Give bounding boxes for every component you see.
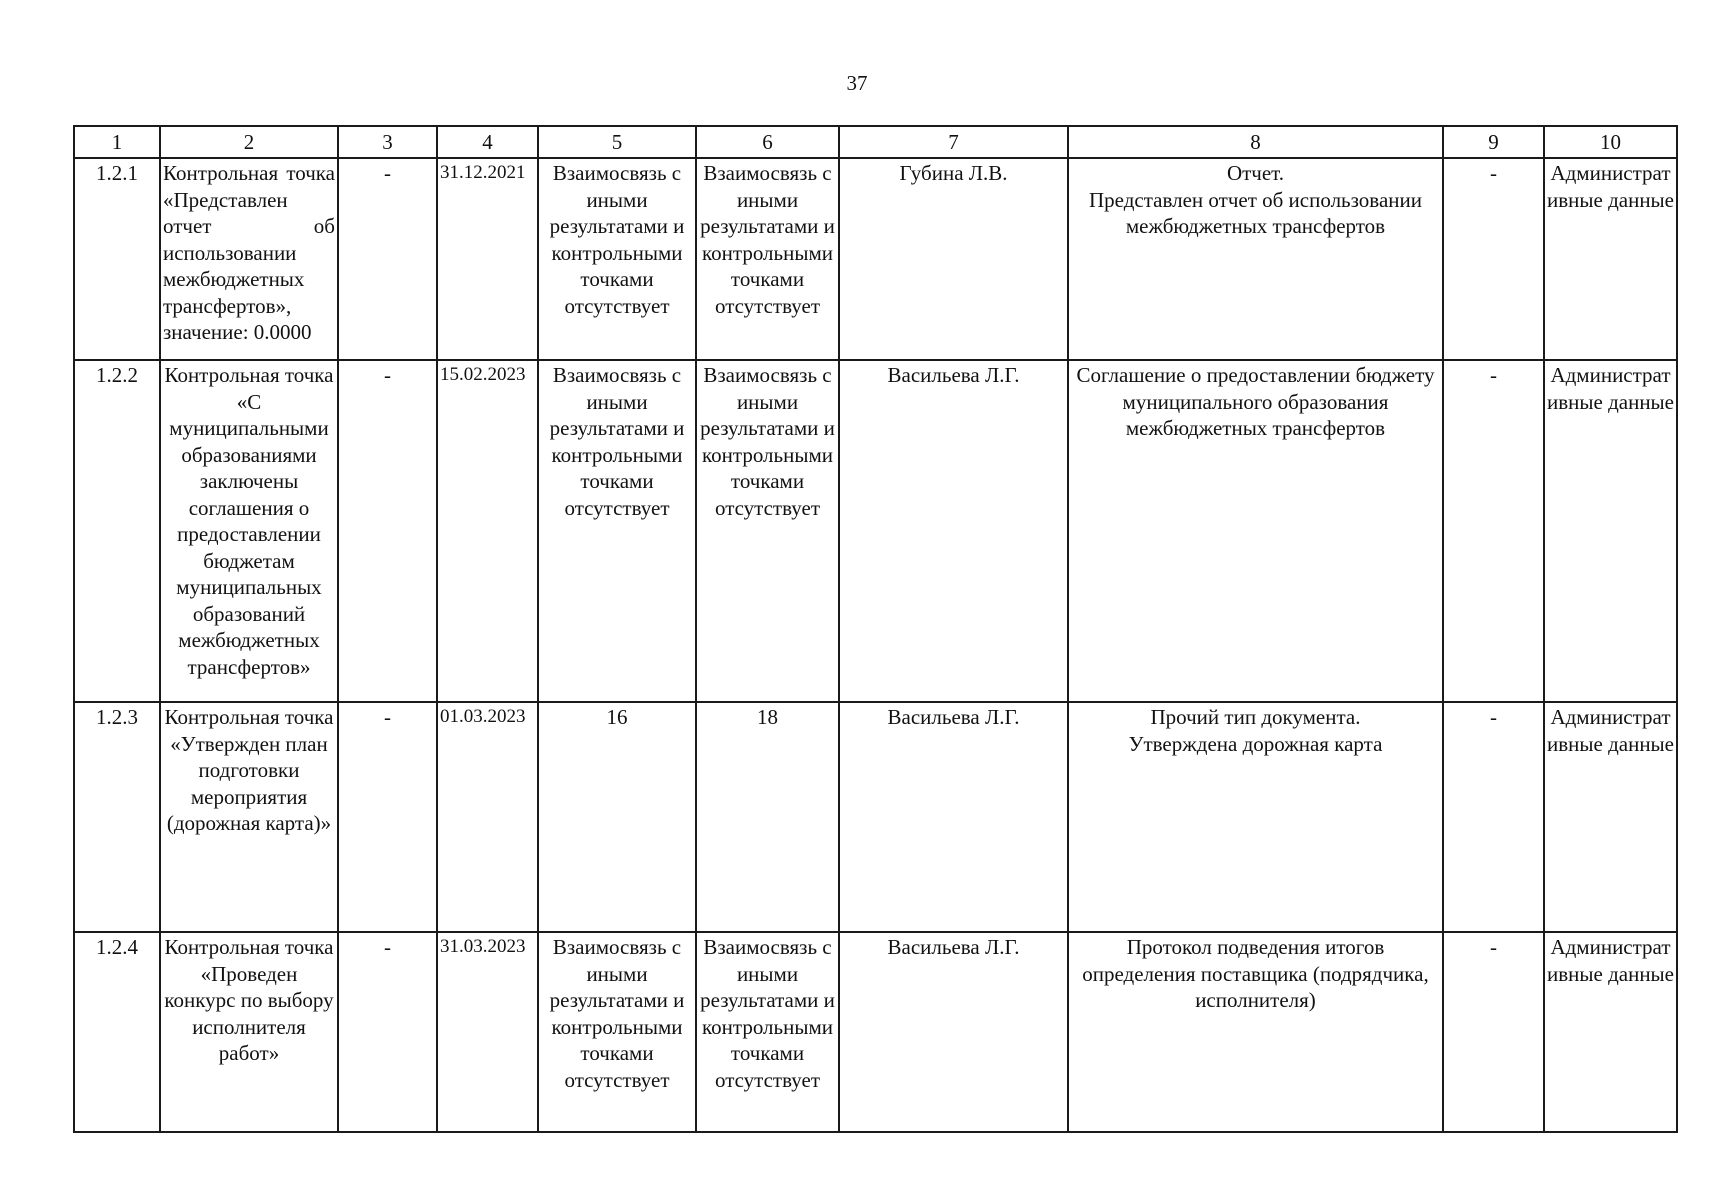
due-date: 01.03.2023 [437,702,538,932]
cell-col3: - [338,702,437,932]
column-header: 4 [437,126,538,158]
cell-col9: - [1443,158,1544,360]
responsible-person: Васильева Л.Г. [839,360,1068,702]
cell-col3: - [338,360,437,702]
predecessor-link: Взаимосвязь с иными результатами и контрольными точками отсутствует [538,360,696,702]
due-date: 15.02.2023 [437,360,538,702]
successor-link: Взаимосвязь с иными результатами и контрольными точками отсутствует [696,360,839,702]
successor-link: Взаимосвязь с иными результатами и контрольными точками отсутствует [696,932,839,1132]
data-source: Административные данные [1544,932,1677,1132]
column-header: 10 [1544,126,1677,158]
predecessor-link: Взаимосвязь с иными результатами и контрольными точками отсутствует [538,158,696,360]
table-row [74,932,1677,1132]
due-date: 31.12.2021 [437,158,538,360]
responsible-person: Васильева Л.Г. [839,932,1068,1132]
table-row [74,360,1677,702]
document-type: Протокол подведения итогов определения поставщика (подрядчика, исполнителя) [1068,932,1443,1132]
predecessor-link: Взаимосвязь с иными результатами и контрольными точками отсутствует [538,932,696,1132]
due-date: 31.03.2023 [437,932,538,1132]
document-type: Соглашение о предоставлении бюджету муниципального образования межбюджетных трансфертов [1068,360,1443,702]
table-row [74,158,1677,360]
document-type: Прочий тип документа. Утверждена дорожная карта [1068,702,1443,932]
header-row [74,126,1677,158]
column-header: 8 [1068,126,1443,158]
table-row [74,702,1677,932]
row-number: 1.2.4 [74,932,160,1132]
predecessor-link: 16 [538,702,696,932]
cell-col9: - [1443,932,1544,1132]
column-header: 1 [74,126,160,158]
column-header: 2 [160,126,338,158]
data-source: Административные данные [1544,702,1677,932]
data-source: Административные данные [1544,158,1677,360]
control-point-name: Контрольная точка «Утвержден план подготовки мероприятия (дорожная карта)» [160,702,338,932]
column-header: 7 [839,126,1068,158]
successor-link: 18 [696,702,839,932]
row-number: 1.2.1 [74,158,160,360]
document-type: Отчет. Представлен отчет об использовании межбюджетных трансфертов [1068,158,1443,360]
control-point-name: Контрольная точка «Представлен отчет об использовании межбюджетных трансфертов», значение: 0.0000 [160,158,338,360]
page-number: 37 [846,71,868,95]
responsible-person: Васильева Л.Г. [839,702,1068,932]
cell-col9: - [1443,360,1544,702]
control-point-name: Контрольная точка «Проведен конкурс по выбору исполнителя работ» [160,932,338,1132]
data-source: Административные данные [1544,360,1677,702]
column-header: 6 [696,126,839,158]
control-points-table [73,125,1678,1133]
successor-link: Взаимосвязь с иными результатами и контрольными точками отсутствует [696,158,839,360]
column-header: 3 [338,126,437,158]
cell-col9: - [1443,702,1544,932]
control-point-name: Контрольная точка «С муниципальными образованиями заключены соглашения о предоставлении бюджетам муниципальных образований межбюджетных трансфертов» [160,360,338,702]
column-header: 9 [1443,126,1544,158]
column-header: 5 [538,126,696,158]
cell-col3: - [338,932,437,1132]
cell-col3: - [338,158,437,360]
row-number: 1.2.3 [74,702,160,932]
row-number: 1.2.2 [74,360,160,702]
responsible-person: Губина Л.В. [839,158,1068,360]
